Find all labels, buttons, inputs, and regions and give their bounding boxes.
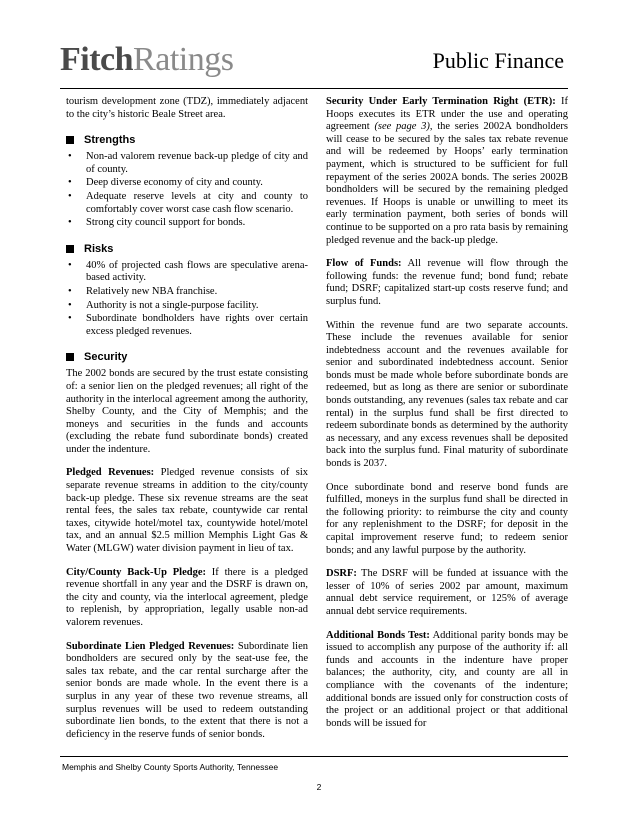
dsrf-paragraph: DSRF: The DSRF will be funded at issuance with the lesser of 10% of series 2002 par amount, maximum annual debt service requirement, or 125% of average annual debt service requirements. (326, 568, 568, 617)
security-paragraph: The 2002 bonds are secured by the trust estate consisting of: a senior lien on the pledged revenues; all right of the authority in the interlocal agreement among the authority, Shelby County, and the City of Memphis; and the moneys and securities in the funds and accounts (excluding the rebate fund subordinate bonds) created under the indenture. (66, 368, 308, 455)
list-item: • Relatively new NBA franchise. (68, 285, 218, 297)
flow-of-funds-paragraph: Flow of Funds: All revenue will flow through the following funds: the revenue fund; bond fund; rebate fund; DSRF; capitalized start-up costs reserve fund; and surplus fund. (326, 258, 568, 307)
square-bullet-icon (66, 136, 74, 144)
pledged-revenues-paragraph: Pledged Revenues: Pledged revenue consists of six separate revenue streams in addition to the city/county back-up pledge. These six revenue streams are the seat rental fees, the sales tax rebate, countywide car rental taxes, citywide hotel/motel tax, countywide hotel/motel tax, and an annual $2.5 million Memphis Light Gas & Water (MLGW) water division payment in lieu of tax. (66, 467, 308, 555)
intro-paragraph: tourism development zone (TDZ), immediately adjacent to the city’s historic Beale Street area. (66, 96, 308, 120)
list-item: • Non-ad valorem revenue back-up pledge of city and of county. (68, 151, 308, 175)
flow-of-funds-label: Flow of Funds: (326, 258, 402, 270)
etr-paragraph: Security Under Early Termination Right (ETR): If Hoops executes its ETR under the use and operating agreement (see page 3), the series 2002A bondholders will cease to be secured by the sales tax rebate revenue and will be redeemed by Hoops’ early termination payment, which is structured to be sufficient for full repayment of the series 2002A bonds. The series 2002B bondholders will be secured by the remaining pledged revenues. If Hoops is unable or unwilling to meet its early termination payment, both series of bonds will continue to be supported on a pro rata basis by remaining pledged revenue and the back-up pledge. (326, 96, 568, 246)
additional-bonds-paragraph: Additional Bonds Test: Additional parity bonds may be issued to accomplish any purpose of the authority if: all funds and accounts in the indenture have proper balances; the authority, city, and county are all in compliance with the covenants of the indenture; additional bonds are issued only for construction costs of the project or an additional project or that additional bonds will be issued for (326, 629, 568, 729)
page-reference: (see page 3) (374, 121, 430, 133)
list-item: • 40% of projected cash flows are speculative arena-based activity. (68, 259, 308, 284)
header-rule (60, 88, 568, 89)
logo-part-ratings: Ratings (133, 41, 234, 78)
backup-pledge-paragraph: City/County Back-Up Pledge: If there is a pledged revenue shortfall in any year and the DSRF is drawn on, the city and county, via the interlocal agreement, pledge to replenish, by appropriation, legally usable non-ad valorem revenues. (66, 566, 308, 628)
page-number: 2 (316, 782, 322, 792)
bullet-icon: • (68, 177, 72, 189)
etr-label: Security Under Early Termination Right (ETR): (326, 96, 556, 107)
footer-text: Memphis and Shelby County Sports Authority, Tennessee (62, 762, 279, 772)
section-title: Public Finance (432, 48, 564, 73)
fitch-ratings-logo (60, 40, 233, 80)
pledged-revenues-label: Pledged Revenues: (66, 467, 155, 479)
revenue-fund-paragraph: Within the revenue fund are two separate accounts. These include the revenues available for senior indebtedness account and the revenues available for senior and subordinated indebtedness account. Senior bonds must be made whole before subordinate bonds are redeemed, but as long as there are senior or subordinate bonds outstanding, any revenues (sales tax rebate and car rental) in the surplus fund shall be first directed to redeem subordinate bonds as determined by the authority as necessary, and any excess revenues shall be deposited back into the surplus fund. Final maturity of subordinate bonds is 2037. (326, 319, 568, 470)
bullet-icon: • (68, 259, 72, 271)
strengths-list (66, 151, 308, 230)
list-item: • Strong city council support for bonds. (68, 217, 246, 229)
list-item: • Deep diverse economy of city and county. (68, 177, 263, 189)
backup-pledge-label: City/County Back-Up Pledge: (66, 566, 206, 578)
risks-heading (66, 242, 308, 256)
square-bullet-icon (66, 353, 74, 361)
subordinate-lien-paragraph: Subordinate Lien Pledged Revenues: Subordinate lien bondholders are secured only by the seat-use fee, the sales tax rebate, and the car rental surcharge after the senior bonds are made whole. In the event there is a surplus in any year of these two revenue streams, all surplus revenues will be used to redeem outstanding subordinate lien bonds, to the extent that there is not a deficiency in the reserve funds of senior bonds. (66, 640, 308, 740)
strengths-heading (66, 133, 308, 147)
bullet-icon: • (68, 190, 72, 202)
bullet-icon: • (68, 151, 72, 163)
strengths-title: Strengths (84, 134, 136, 147)
bullet-icon: • (68, 313, 72, 325)
risks-list (66, 260, 308, 339)
logo-part-fitch: Fitch (60, 41, 134, 78)
dsrf-label: DSRF: (326, 568, 357, 580)
footer-rule (60, 756, 568, 757)
bullet-icon: • (68, 285, 72, 297)
list-item: • Authority is not a single-purpose facility. (68, 299, 259, 311)
security-heading (66, 350, 308, 364)
surplus-priority-paragraph: Once subordinate bond and reserve bond funds are fulfilled, moneys in the surplus fund shall be directed in the following priority: to reimburse the city and county for any replenishment to the DSRF; for deposit in the capital improvement reserve fund; to redeem senior bonds; and any lawful purpose by the authority. (326, 481, 568, 556)
right-column (326, 96, 568, 751)
left-column (66, 96, 308, 751)
additional-bonds-label: Additional Bonds Test: (326, 629, 430, 641)
list-item: • Subordinate bondholders have rights over certain excess pledged revenues. (68, 313, 308, 337)
bullet-icon: • (68, 299, 72, 311)
security-title: Security (84, 351, 128, 364)
square-bullet-icon (66, 245, 74, 253)
subordinate-lien-label: Subordinate Lien Pledged Revenues: (66, 640, 235, 652)
risks-title: Risks (84, 242, 114, 255)
bullet-icon: • (68, 217, 72, 229)
list-item: • Adequate reserve levels at city and county to comfortably cover worst case cash flow scenario. (68, 190, 308, 215)
